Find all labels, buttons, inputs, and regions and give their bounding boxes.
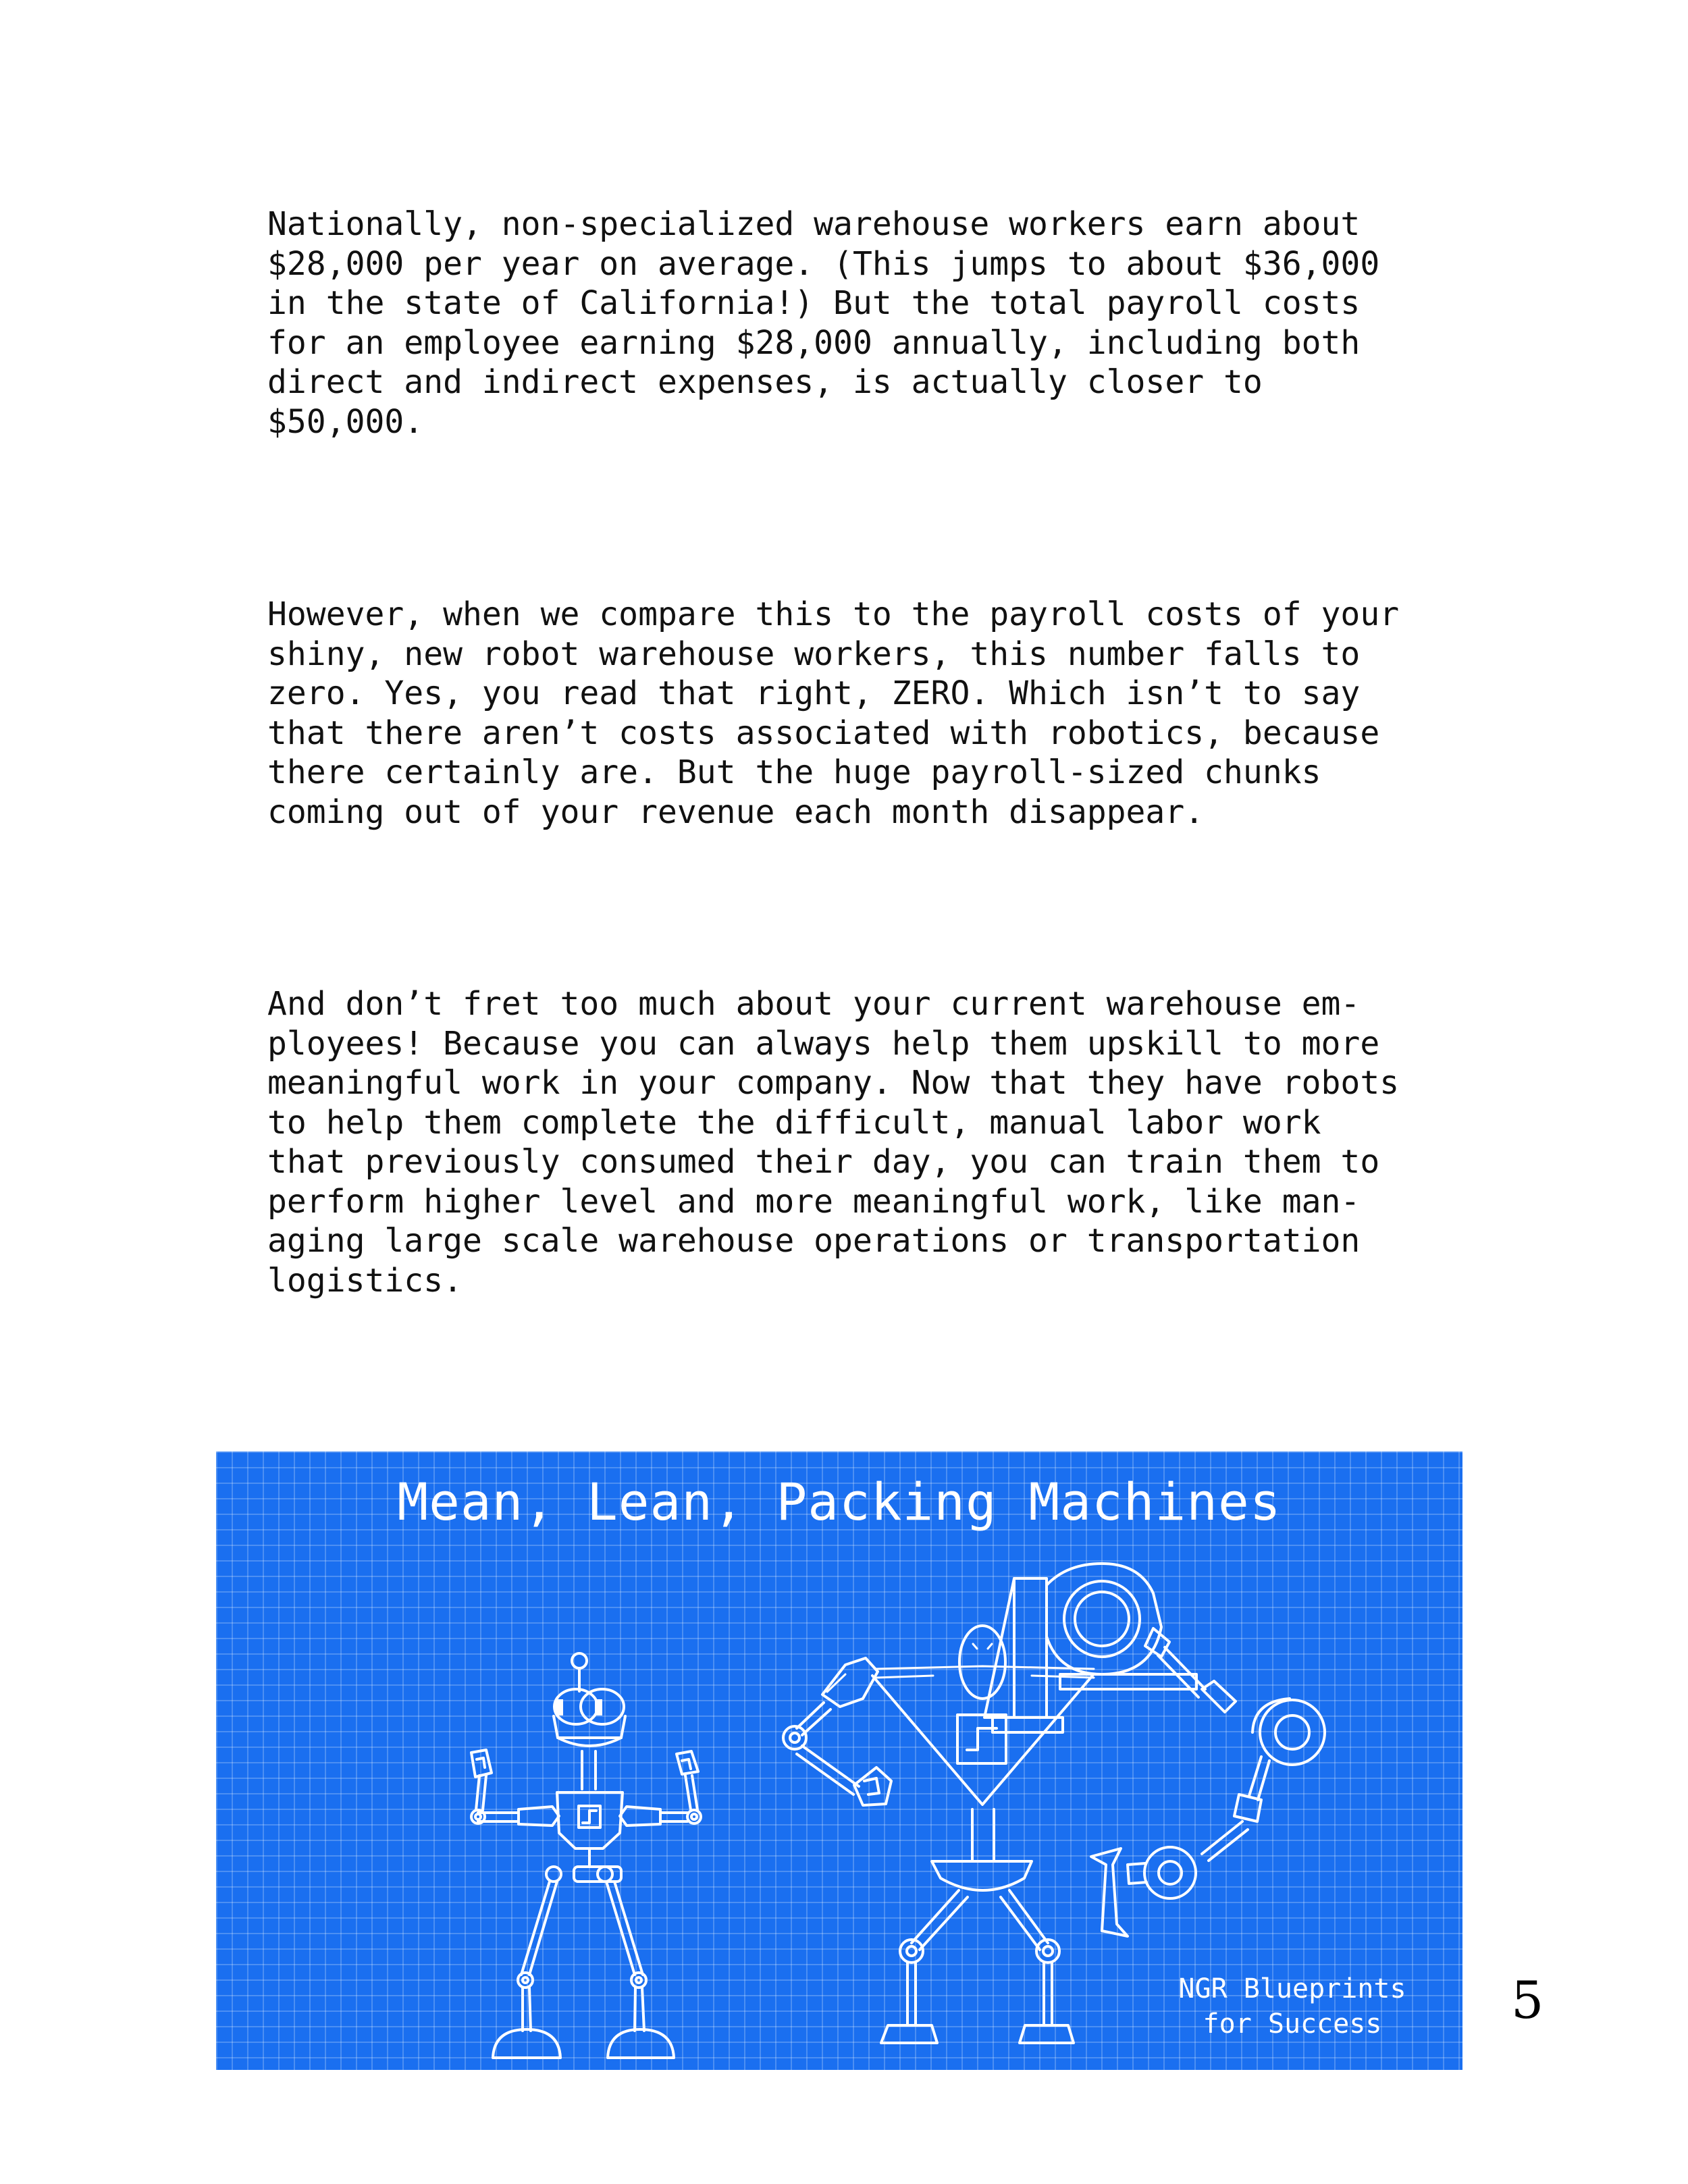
illustration-title: Mean, Lean, Packing Machines [397, 1472, 1282, 1532]
body-paragraph-3: And don’t fret too much about your current warehouse em- ployees! Because you can always help them upskill to more meaningful work in your company. Now that they have robots to help them complete the difficult, manual labor work that previously consumed their day, you can train them to perform higher level and more meaningful work, like man- aging large scale warehouse operations or transportation logistics. [267, 985, 1400, 1300]
caption-text: NGR Blueprints for Success [1178, 1973, 1406, 2040]
page-number: 5 [1511, 1970, 1544, 2030]
body-paragraph-1: Nationally, non-specialized warehouse workers earn about $28,000 per year on average. (This jumps to about $36,000 in the state of California!) But the total payroll costs for an employee earning $28,000 annually, including both direct and indirect expenses, is actually closer to $50,000. [267, 205, 1380, 441]
body-paragraph-2: However, when we compare this to the payroll costs of your shiny, new robot warehouse workers, this number falls to zero. Yes, you read that right, ZERO. Which isn’t to say that there aren’t costs associated with robotics, because there certainly are. But the huge payroll-sized chunks coming out of your revenue each month disappear. [267, 595, 1400, 831]
blueprint-illustration [216, 1451, 1462, 2070]
illustration-caption [1157, 1971, 1427, 2042]
humanoid-robot-icon [471, 1653, 701, 2058]
